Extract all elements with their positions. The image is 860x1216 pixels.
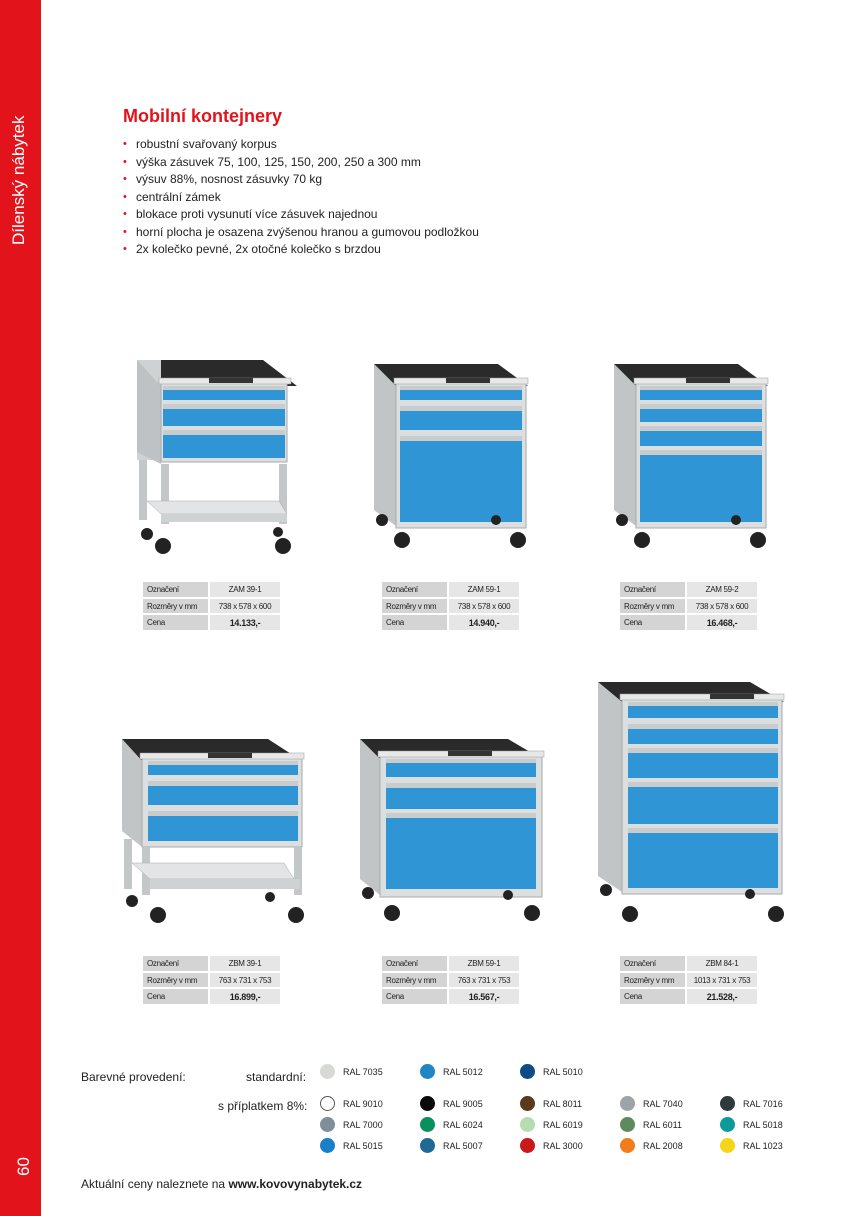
product-image-zbm-39-1 [118, 735, 308, 930]
spec-dims: 738 x 578 x 600 [686, 598, 757, 614]
color-swatch [320, 1096, 383, 1111]
color-label: RAL 8011 [543, 1098, 583, 1109]
color-swatch [420, 1096, 483, 1111]
spec-label: Rozměry v mm [620, 598, 686, 614]
color-label: RAL 6019 [543, 1119, 583, 1130]
color-label: RAL 7040 [643, 1098, 683, 1109]
color-label: RAL 7016 [743, 1098, 783, 1109]
spec-label: Označení [143, 582, 209, 598]
product-image-zbm-84-1 [594, 678, 790, 934]
color-dot [420, 1138, 435, 1153]
standard-label: standardní: [246, 1070, 307, 1084]
color-dot [520, 1064, 535, 1079]
colors-title: Barevné provedení: [81, 1070, 186, 1084]
spec-code: ZAM 59-1 [448, 582, 519, 598]
spec-price: 14.940,- [448, 614, 519, 630]
spec-dims: 738 x 578 x 600 [209, 598, 280, 614]
spec-price: 16.567,- [448, 988, 519, 1004]
color-dot [620, 1138, 635, 1153]
color-swatch [520, 1138, 583, 1153]
spec-dims: 738 x 578 x 600 [448, 598, 519, 614]
spec-label: Cena [143, 614, 209, 630]
color-dot [320, 1064, 335, 1079]
section-title: Mobilní kontejnery [123, 106, 283, 126]
color-swatch [620, 1138, 683, 1153]
color-label: RAL 5018 [743, 1119, 783, 1130]
feature-item: • centrální zámek [123, 189, 479, 207]
spec-label: Cena [143, 988, 209, 1004]
spec-label: Rozměry v mm [382, 598, 448, 614]
page-number: 60 [14, 1157, 33, 1176]
spec-code: ZBM 39-1 [209, 956, 280, 972]
spec-label: Označení [143, 956, 209, 972]
spec-label: Označení [620, 582, 686, 598]
spec-code: ZBM 59-1 [448, 956, 519, 972]
feature-item: • výška zásuvek 75, 100, 125, 150, 200, 250 a 300 mm [123, 154, 479, 172]
footer [81, 1177, 362, 1191]
spec-code: ZAM 39-1 [209, 582, 280, 598]
spec-label: Označení [382, 582, 448, 598]
feature-item: • robustní svařovaný korpus [123, 136, 479, 154]
color-dot [720, 1096, 735, 1111]
color-swatch [320, 1138, 383, 1153]
spec-table-zbm-39-1 [143, 956, 280, 1004]
spec-code: ZBM 84-1 [686, 956, 757, 972]
product-image-zam-59-1 [370, 360, 532, 560]
color-dot [720, 1138, 735, 1153]
spec-label: Rozměry v mm [143, 598, 209, 614]
spec-code: ZAM 59-2 [686, 582, 757, 598]
spec-table-zam-59-2 [620, 582, 757, 630]
feature-list [123, 136, 479, 259]
color-label: RAL 9010 [343, 1098, 383, 1109]
spec-label: Cena [382, 614, 448, 630]
color-label: RAL 6011 [643, 1119, 683, 1130]
footer-link[interactable]: www.kovovynabytek.cz [228, 1177, 363, 1191]
color-dot [420, 1064, 435, 1079]
spec-price: 16.468,- [686, 614, 757, 630]
color-dot [720, 1117, 735, 1132]
spec-label: Označení [382, 956, 448, 972]
spec-price: 21.528,- [686, 988, 757, 1004]
spec-table-zam-59-1 [382, 582, 519, 630]
spec-dims: 1013 x 731 x 753 [686, 972, 757, 988]
footer-text: Aktuální ceny naleznete na [81, 1177, 229, 1191]
color-dot [320, 1138, 335, 1153]
color-label: RAL 6024 [443, 1119, 483, 1130]
color-dot [620, 1117, 635, 1132]
color-dot [320, 1096, 335, 1111]
color-label: RAL 3000 [543, 1140, 583, 1151]
color-swatch [420, 1138, 483, 1153]
color-swatch [720, 1138, 783, 1153]
product-image-zam-59-2 [610, 360, 772, 560]
color-swatch [420, 1064, 483, 1079]
color-swatch [620, 1117, 682, 1132]
feature-item: • výsuv 88%, nosnost zásuvky 70 kg [123, 171, 479, 189]
color-label: RAL 9005 [443, 1098, 483, 1109]
color-dot [520, 1096, 535, 1111]
product-image-zbm-59-1 [356, 735, 548, 930]
spec-label: Cena [620, 988, 686, 1004]
color-swatch [520, 1117, 583, 1132]
feature-item: • 2x kolečko pevné, 2x otočné kolečko s brzdou [123, 241, 479, 259]
color-dot [620, 1096, 635, 1111]
color-label: RAL 7035 [343, 1066, 383, 1077]
color-dot [320, 1117, 335, 1132]
spec-label: Označení [620, 956, 686, 972]
color-dot [520, 1117, 535, 1132]
color-dot [420, 1117, 435, 1132]
spec-dims: 763 x 731 x 753 [209, 972, 280, 988]
color-label: RAL 2008 [643, 1140, 683, 1151]
spec-label: Cena [620, 614, 686, 630]
color-swatch [420, 1117, 483, 1132]
feature-item: • blokace proti vysunutí více zásuvek najednou [123, 206, 479, 224]
spec-table-zbm-59-1 [382, 956, 519, 1004]
color-label: RAL 7000 [343, 1119, 383, 1130]
color-label: RAL 1023 [743, 1140, 783, 1151]
spec-label: Cena [382, 988, 448, 1004]
color-dot [420, 1096, 435, 1111]
color-swatch [720, 1096, 783, 1111]
color-swatch [320, 1117, 383, 1132]
spec-table-zbm-84-1 [620, 956, 757, 1004]
spec-label: Rozměry v mm [382, 972, 448, 988]
spec-label: Rozměry v mm [143, 972, 209, 988]
color-swatch [520, 1096, 582, 1111]
color-dot [520, 1138, 535, 1153]
color-label: RAL 5010 [543, 1066, 583, 1077]
color-label: RAL 5007 [443, 1140, 483, 1151]
product-image-zam-39-1 [133, 356, 301, 561]
color-swatch [720, 1117, 783, 1132]
color-label: RAL 5015 [343, 1140, 383, 1151]
color-swatch [620, 1096, 683, 1111]
color-label: RAL 5012 [443, 1066, 483, 1077]
extra-label: s příplatkem 8%: [218, 1099, 308, 1113]
spec-dims: 763 x 731 x 753 [448, 972, 519, 988]
feature-item: • horní plocha je osazena zvýšenou hranou a gumovou podložkou [123, 224, 479, 242]
color-swatch [320, 1064, 383, 1079]
spec-label: Rozměry v mm [620, 972, 686, 988]
color-swatch [520, 1064, 583, 1079]
spec-price: 14.133,- [209, 614, 280, 630]
spec-price: 16.899,- [209, 988, 280, 1004]
spec-table-zam-39-1 [143, 582, 280, 630]
